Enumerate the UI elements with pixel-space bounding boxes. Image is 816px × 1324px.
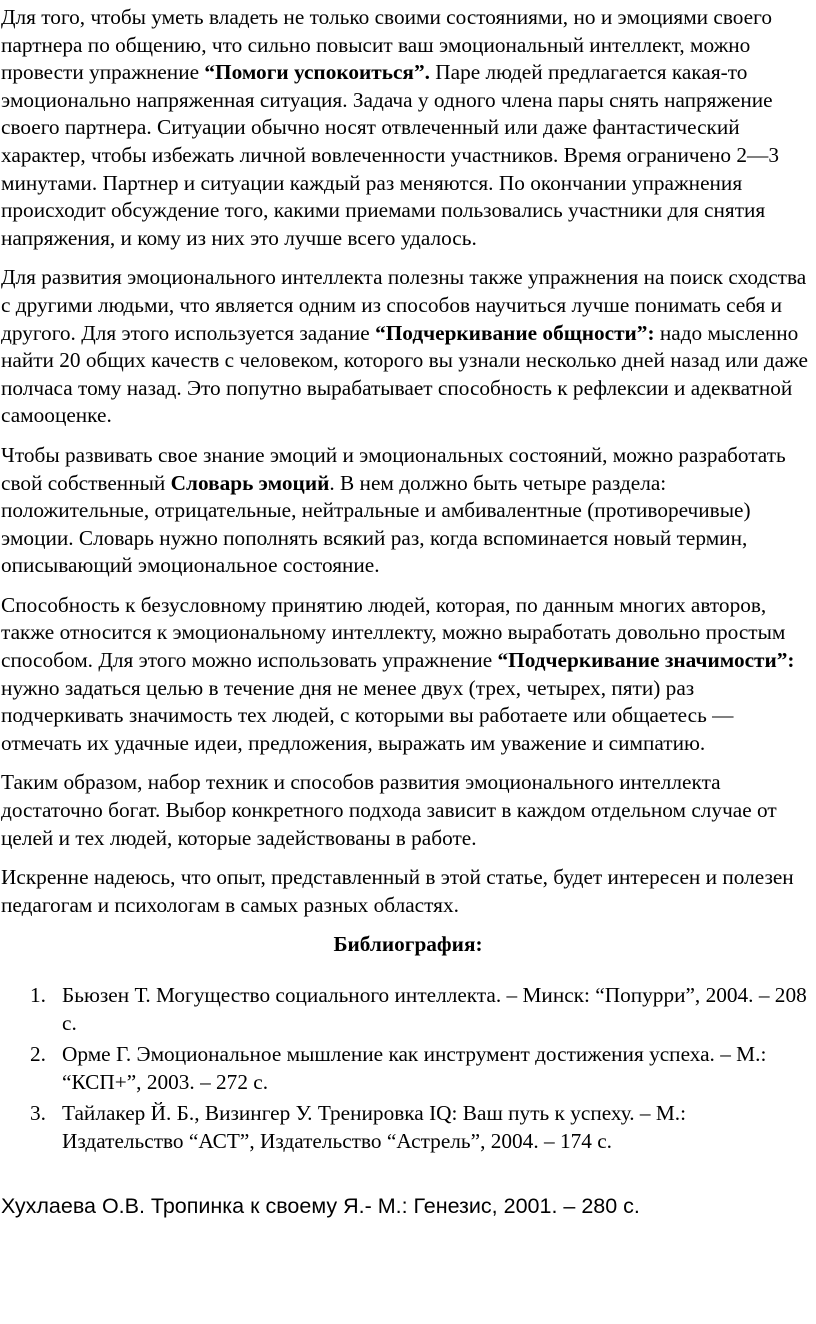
bibliography-item-number: 3. <box>30 1101 46 1126</box>
paragraph-closing-wish: Искренне надеюсь, что опыт, представленный в этой статье, будет интересен и полезен педагогам и психологам в самых разных областях. <box>1 865 794 917</box>
term-emotion-dictionary: Словарь эмоций <box>170 470 330 495</box>
paragraph-text: Для развития эмоционального интеллекта полезны также упражнения на поиск сходства с другими людьми, что является одним из способов научиться лучше понимать себя и другого. Для этого используется задание <box>1 265 807 345</box>
paragraph-significance <box>0 592 816 758</box>
paragraph-conclusion: Таким образом, набор техник и способов развития эмоционального интеллекта достаточно богат. Выбор конкретного подхода зависит в каждом отдельном случае от целей и тех людей, которые задействованы в работе. <box>1 770 777 850</box>
paragraph-emotion-dictionary <box>0 442 816 580</box>
bibliography-item <box>0 982 816 1037</box>
paragraph-commonality <box>0 264 816 430</box>
bibliography-item <box>0 1041 816 1096</box>
exercise-name-help-calm-down: “Помоги успокоиться”. <box>204 60 430 85</box>
paragraph-text: Способность к безусловному принятию людей, которая, по данным многих авторов, также относится к эмоциональному интеллекту, можно выработать довольно простым способом. Для этого можно использовать упражнение <box>1 592 786 673</box>
bibliography-item-text: Тайлакер Й. Б., Визингер У. Тренировка IQ: Ваш путь к успеху. – М.: Издательство “АСТ”, Издательство “Астрель”, 2004. – 174 с. <box>62 1101 687 1153</box>
bibliography-title: Библиография: <box>333 932 483 957</box>
paragraph-text: надо мысленно найти 20 общих качеств с человеком, которого вы узнали несколько дней назад или даже полчаса тому назад. Это попутно вырабатывает способность к рефлексии и адекватной самооценке. <box>1 320 809 428</box>
bibliography-item-number: 1. <box>30 983 46 1007</box>
bibliography-item-text: Бьюзен Т. Могущество социального интеллекта. – Минск: “Попурри”, 2004. – 208 с. <box>62 983 807 1035</box>
paragraph-text: Чтобы развивать свое знание эмоций и эмоциональных состояний, можно разработать свой собственный <box>1 442 786 495</box>
paragraph-text: . В нем должно быть четыре раздела: положительные, отрицательные, нейтральные и амбивалентные (противоречивые) эмоции. Словарь нужно пополнять всякий раз, когда вспоминается новый термин, описывающий эмоциональное состояние. <box>1 470 751 578</box>
paragraph-text: Паре людей предлагается какая-то эмоционально напряженная ситуация. Задача у одного члена пары снять напряжение своего партнера. Ситуации обычно носят отвлеченный или даже фантастический характер, чтобы избежать личной вовлеченности участников. Время ограничено 2—3 минутами. Партнер и ситуации каждый раз меняются. По окончании упражнения происходит обсуждение того, какими приемами пользовались участники для снятия напряжения, и кому из них это лучше всего удалось. <box>1 60 779 250</box>
paragraph-help-calm-down <box>0 4 816 252</box>
paragraph-text: нужно задаться целью в течение дня не менее двух (трех, четырех, пяти) раз подчеркивать значимость тех людей, с которыми вы работаете или общаетесь — отмечать их удачные идеи, предложения, выражать им уважение и симпатию. <box>1 675 734 755</box>
exercise-name-significance: “Подчеркивание значимости”: <box>497 648 795 673</box>
additional-reference: Хухлаева О.В. Тропинка к своему Я.- М.: Генезис, 2001. – 280 с. <box>1 1193 640 1218</box>
bibliography-item-text: Орме Г. Эмоциональное мышление как инструмент достижения успеха. – М.: “КСП+”, 2003. – 272 с. <box>62 1042 767 1094</box>
bibliography-item-number: 2. <box>30 1042 46 1067</box>
paragraph-text: Для того, чтобы уметь владеть не только своими состояниями, но и эмоциями своего партнера по общению, что сильно повысит ваш эмоциональный интеллект, можно провести упражнение <box>1 5 772 85</box>
bibliography-list <box>0 982 816 1156</box>
exercise-name-commonality: “Подчеркивание общности”: <box>375 320 655 345</box>
bibliography-item <box>0 1100 816 1155</box>
